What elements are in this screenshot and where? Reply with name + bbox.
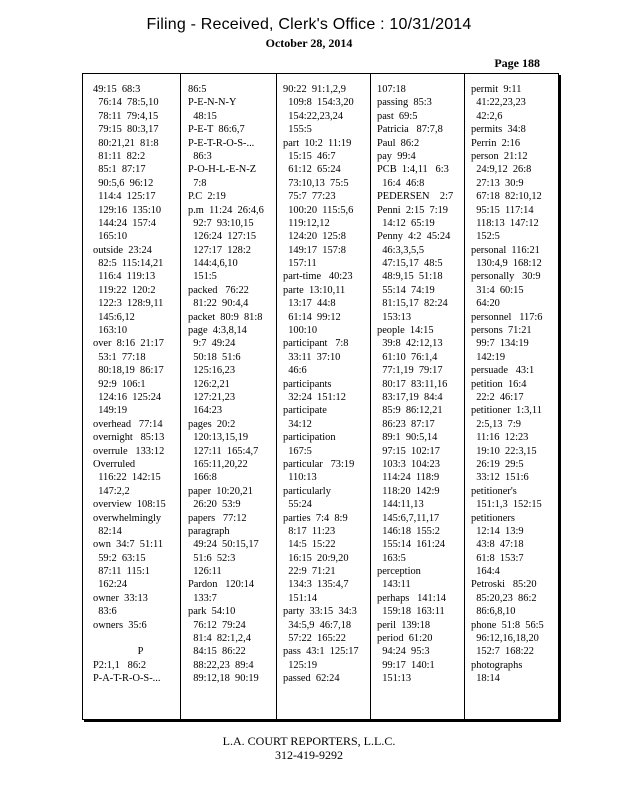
index-entry: 154:22,23,24 (283, 110, 344, 122)
index-entry: 153:13 (377, 311, 412, 323)
index-entry: overhead 77:14 (93, 418, 163, 430)
index-entry: parte 13:10,11 (283, 284, 346, 296)
index-entry: 116:4 119:13 (93, 271, 156, 283)
index-entry: participant 7:8 (283, 338, 349, 350)
index-entry: 55:14 74:19 (377, 284, 435, 296)
index-frame (82, 73, 559, 720)
index-entry: 159:18 163:11 (377, 606, 445, 618)
index-entry: 8:17 11:23 (283, 525, 336, 537)
index-entry: packet 80:9 81:8 (188, 311, 263, 323)
index-entry: 78:11 79:4,15 (93, 110, 159, 122)
index-entry: permits 34:8 (471, 124, 526, 136)
index-entry: 100:20 115:5,6 (283, 204, 354, 216)
index-entry: 14:5 15:22 (283, 539, 336, 551)
index-entry: 126:2,21 (188, 378, 230, 390)
index-entry: 152:5 (471, 231, 500, 243)
index-entry: 144:4,6,10 (188, 258, 238, 270)
index-entry: 120:13,15,19 (188, 432, 249, 444)
index-entry: owners 35:6 (93, 619, 147, 631)
index-entry: phone 51:8 56:5 (471, 619, 544, 631)
index-entry: 19:10 22:3,15 (471, 445, 537, 457)
index-entry: 31:4 60:15 (471, 284, 524, 296)
index-entry: petitioner's (471, 485, 517, 497)
index-entry: 34:5,9 46:7,18 (283, 619, 352, 631)
index-entry: perception (377, 566, 421, 578)
index-entry: personal 116:21 (471, 244, 540, 256)
index-entry: 130:4,9 168:12 (471, 258, 542, 270)
index-entry: 84:15 86:22 (188, 646, 246, 658)
index-entry: 77:1,19 79:17 (377, 365, 443, 377)
index-entry: 94:24 95:3 (377, 646, 430, 658)
index-entry: 151:5 (188, 271, 217, 283)
index-entry: 81:22 90:4,4 (188, 298, 249, 310)
index-entry: pass 43:1 125:17 (283, 646, 359, 658)
index-entry: 85:20,23 86:2 (471, 592, 537, 604)
index-entry: 163:5 (377, 552, 406, 564)
index-entry: 92:7 93:10,15 (188, 217, 254, 229)
index-entry: owner 33:13 (93, 592, 148, 604)
index-entry: particularly (283, 485, 331, 497)
index-entry: own 34:7 51:11 (93, 539, 164, 551)
column-divider (276, 74, 277, 719)
index-entry: 46:3,3,5,5 (377, 244, 425, 256)
index-entry: 145:6,7,11,17 (377, 512, 440, 524)
index-entry: 83:6 (93, 606, 117, 618)
index-entry: 46:6 (283, 365, 307, 377)
index-column-3 (283, 83, 378, 719)
index-entry: participate (283, 405, 327, 417)
index-entry: Overruled (93, 458, 136, 470)
index-entry: pay 99:4 (377, 150, 416, 162)
index-entry: 79:15 80:3,17 (93, 124, 159, 136)
reporter-phone: 312-419-9292 (275, 748, 343, 762)
index-entry: 51:6 52:3 (188, 552, 236, 564)
index-entry: 48:15 (188, 110, 217, 122)
index-entry: 118:13 147:12 (471, 217, 539, 229)
index-entry: 97:15 102:17 (377, 445, 440, 457)
index-entry: Patricia 87:7,8 (377, 124, 443, 136)
filing-stamp: Filing - Received, Clerk's Office : 10/31/2014 (146, 16, 472, 33)
index-entry: 33:12 151:6 (471, 472, 529, 484)
index-entry: Petroski 85:20 (471, 579, 537, 591)
index-entry: 164:23 (188, 405, 223, 417)
index-entry: 143:11 (377, 579, 411, 591)
reporter-name: L.A. COURT REPORTERS, L.L.C. (222, 734, 396, 748)
index-entry: P-E-T 86:6,7 (188, 124, 245, 136)
page-number: Page 188 (494, 56, 540, 70)
index-entry: 82:14 (93, 525, 122, 537)
index-entry: 41:22,23,23 (471, 97, 526, 109)
index-entry: overview 108:15 (93, 499, 166, 511)
index-entry: 81:15,17 82:24 (377, 298, 448, 310)
index-entry: 22:9 71:21 (283, 566, 336, 578)
index-entry: 81:11 82:2 (93, 150, 146, 162)
index-entry: 118:20 142:9 (377, 485, 440, 497)
index-entry: paper 10:20,21 (188, 485, 253, 497)
index-entry: parties 7:4 8:9 (283, 512, 348, 524)
index-entry: PEDERSEN 2:7 (377, 191, 454, 203)
index-entry: part-time 40:23 (283, 271, 353, 283)
index-entry: peril 139:18 (377, 619, 431, 631)
index-entry: outside 23:24 (93, 244, 152, 256)
index-entry: 26:20 53:9 (188, 499, 241, 511)
index-entry: 27:13 30:9 (471, 177, 524, 189)
index-entry: personally 30:9 (471, 271, 541, 283)
index-entry: 99:7 134:19 (471, 338, 529, 350)
index-entry: 43:8 47:18 (471, 539, 524, 551)
index-entry: PCB 1:4,11 6:3 (377, 164, 449, 176)
index-entry: 89:12,18 90:19 (188, 673, 259, 685)
index-entry: 53:1 77:18 (93, 351, 146, 363)
index-entry: papers 77:12 (188, 512, 247, 524)
index-entry: particular 73:19 (283, 458, 355, 470)
index-entry: paragraph (188, 525, 230, 537)
index-entry: 163:10 (93, 325, 128, 337)
index-entry: 144:24 157:4 (93, 217, 156, 229)
index-entry: petitioners (471, 512, 515, 524)
index-entry: 149:19 (93, 405, 128, 417)
index-entry: persons 71:21 (471, 325, 532, 337)
index-entry: 119:22 120:2 (93, 284, 156, 296)
index-entry: p.m 11:24 26:4,6 (188, 204, 264, 216)
index-entry: 142:19 (471, 351, 506, 363)
index-entry: 151:1,3 152:15 (471, 499, 542, 511)
index-entry: 127:11 165:4,7 (188, 445, 259, 457)
index-entry: 24:9,12 26:8 (471, 164, 532, 176)
index-entry: packed 76:22 (188, 284, 249, 296)
index-entry: 64:20 (471, 298, 500, 310)
index-entry: 76:12 79:24 (188, 619, 246, 631)
index-entry: 13:17 44:8 (283, 298, 336, 310)
index-entry: perhaps 141:14 (377, 592, 446, 604)
index-entry: Perrin 2:16 (471, 137, 521, 149)
index-entry: 164:4 (471, 566, 500, 578)
transcript-date: October 28, 2014 (265, 36, 353, 50)
index-entry: 81:4 82:1,2,4 (188, 633, 251, 645)
index-entry: 109:8 154:3,20 (283, 97, 354, 109)
index-entry: personnel 117:6 (471, 311, 543, 323)
index-column-2 (188, 83, 283, 719)
index-entry: 73:10,13 75:5 (283, 177, 349, 189)
index-entry: 85:1 87:17 (93, 164, 146, 176)
index-entry: 11:16 12:23 (471, 432, 529, 444)
index-entry: permit 9:11 (471, 84, 522, 95)
index-entry: 80:17 83:11,16 (377, 378, 448, 390)
column-divider (180, 74, 181, 719)
index-entry: 57:22 165:22 (283, 633, 346, 645)
index-entry: 61:8 153:7 (471, 552, 524, 564)
index-entry: 129:16 135:10 (93, 204, 162, 216)
index-entry: 119:12,12 (283, 217, 330, 229)
index-entry: 95:15 117:14 (471, 204, 534, 216)
index-entry: 48:9,15 51:18 (377, 271, 443, 283)
index-entry: people 14:15 (377, 325, 434, 337)
index-entry: period 61:20 (377, 633, 433, 645)
index-entry: 39:8 42:12,13 (377, 338, 443, 350)
index-entry: 50:18 51:6 (188, 351, 241, 363)
index-entry: 126:11 (188, 566, 222, 578)
index-entry: P-E-T-R-O-S-... (188, 137, 255, 149)
index-entry: Paul 86:2 (377, 137, 420, 149)
index-entry: 76:14 78:5,10 (93, 97, 159, 109)
index-entry: persuade 43:1 (471, 365, 535, 377)
index-entry: page 4:3,8,14 (188, 325, 247, 337)
index-entry: party 33:15 34:3 (283, 606, 357, 618)
index-entry: 127:17 128:2 (188, 244, 251, 256)
index-entry: petition 16:4 (471, 378, 527, 390)
index-entry: participation (283, 432, 336, 444)
index-column-4 (377, 83, 472, 719)
index-entry (93, 632, 188, 645)
index-entry: 134:3 135:4,7 (283, 579, 349, 591)
index-entry: 34:12 (283, 418, 312, 430)
index-entry: 100:10 (283, 325, 318, 337)
index-entry: over 8:16 21:17 (93, 338, 164, 350)
filing-header (0, 16, 618, 51)
index-entry: 33:11 37:10 (283, 351, 341, 363)
index-entry: overwhelmingly (93, 512, 162, 524)
index-entry: 86:6,8,10 (471, 606, 516, 618)
index-entry: park 54:10 (188, 606, 236, 618)
index-entry: 92:9 106:1 (93, 378, 146, 390)
index-entry: 149:17 157:8 (283, 244, 346, 256)
index-entry: 114:4 125:17 (93, 191, 156, 203)
index-entry: 157:11 (283, 258, 317, 270)
index-entry: Penny 4:2 45:24 (377, 231, 451, 243)
index-entry: pages 20:2 (188, 418, 236, 430)
index-entry: 16:15 20:9,20 (283, 552, 349, 564)
index-entry: 103:3 104:23 (377, 458, 440, 470)
index-entry: 26:19 29:5 (471, 458, 524, 470)
index-entry: 87:11 115:1 (93, 566, 150, 578)
index-entry: participants (283, 378, 332, 390)
index-entry: 147:2,2 (93, 485, 130, 497)
index-entry: petitioner 1:3,11 (471, 405, 542, 417)
index-entry: 61:14 99:12 (283, 311, 341, 323)
index-entry: 14:12 65:19 (377, 217, 435, 229)
index-entry: 12:14 13:9 (471, 525, 524, 537)
index-entry: part 10:2 11:19 (283, 137, 352, 149)
index-entry: 96:12,16,18,20 (471, 633, 539, 645)
index-entry: 61:12 65:24 (283, 164, 341, 176)
index-entry: 122:3 128:9,11 (93, 298, 164, 310)
index-entry: 127:21,23 (188, 391, 236, 403)
index-entry: 166:8 (188, 472, 217, 484)
index-entry: P-E-N-N-Y (188, 97, 237, 109)
index-entry: 125:19 (283, 659, 318, 671)
column-divider (370, 74, 371, 719)
index-entry: 144:11,13 (377, 499, 424, 511)
index-entry: 116:22 142:15 (93, 472, 161, 484)
index-entry: 80:21,21 81:8 (93, 137, 159, 149)
index-entry: 107:18 (377, 84, 406, 95)
index-entry: 110:13 (283, 472, 317, 484)
index-entry: 89:1 90:5,14 (377, 432, 438, 444)
index-entry: 99:17 140:1 (377, 659, 435, 671)
index-entry: 61:10 76:1,4 (377, 351, 438, 363)
index-entry: 155:5 (283, 124, 312, 136)
index-entry: 155:14 161:24 (377, 539, 446, 551)
index-entry: 85:9 86:12,21 (377, 405, 443, 417)
index-entry: 165:10 (93, 231, 128, 243)
index-entry: 80:18,19 86:17 (93, 365, 164, 377)
index-column-5 (471, 83, 566, 719)
index-entry: 86:23 87:17 (377, 418, 435, 430)
index-entry: 162:24 (93, 579, 128, 591)
index-entry: 55:24 (283, 499, 312, 511)
index-entry: 2:5,13 7:9 (471, 418, 521, 430)
index-entry: P.C 2:19 (188, 191, 226, 203)
index-entry: 145:6,12 (93, 311, 135, 323)
index-entry: 165:11,20,22 (188, 458, 248, 470)
index-entry: 49:15 68:3 (93, 84, 141, 95)
index-entry: 86:5 (188, 84, 207, 95)
index-entry: 167:5 (283, 445, 312, 457)
index-entry: 90:5,6 96:12 (93, 177, 154, 189)
index-entry: 125:16,23 (188, 365, 236, 377)
index-entry: P-A-T-R-O-S-... (93, 673, 161, 685)
index-entry: 18:14 (471, 673, 500, 685)
index-entry: 15:15 46:7 (283, 150, 336, 162)
index-entry: 59:2 63:15 (93, 552, 146, 564)
index-entry: 124:16 125:24 (93, 391, 162, 403)
index-entry: 126:24 127:15 (188, 231, 257, 243)
index-entry: 49:24 50:15,17 (188, 539, 259, 551)
index-entry: 7:8 (188, 177, 207, 189)
index-entry: 146:18 155:2 (377, 525, 440, 537)
index-entry: 22:2 46:17 (471, 391, 524, 403)
index-entry: 47:15,17 48:5 (377, 258, 443, 270)
column-divider (464, 74, 465, 719)
index-entry: 151:14 (283, 592, 318, 604)
index-entry: 88:22,23 89:4 (188, 659, 254, 671)
index-entry: 90:22 91:1,2,9 (283, 84, 346, 95)
index-entry: P2:1,1 86:2 (93, 659, 147, 671)
index-entry: 32:24 151:12 (283, 391, 346, 403)
index-entry: P (137, 646, 144, 658)
index-entry: 124:20 125:8 (283, 231, 346, 243)
index-entry: 9:7 49:24 (188, 338, 236, 350)
index-entry: 151:13 (377, 673, 412, 685)
index-entry: 75:7 77:23 (283, 191, 336, 203)
court-reporter-footer (0, 734, 618, 762)
index-column-1 (93, 83, 188, 719)
index-entry: 86:3 (188, 150, 212, 162)
index-entry: passing 85:3 (377, 97, 432, 109)
index-entry: 42:2,6 (471, 110, 503, 122)
index-entry: passed 62:24 (283, 673, 340, 685)
index-entry: overnight 85:13 (93, 432, 165, 444)
index-entry: overrule 133:12 (93, 445, 165, 457)
index-entry: past 69:5 (377, 110, 418, 122)
index-entry: photographs (471, 659, 523, 671)
index-entry: 114:24 118:9 (377, 472, 440, 484)
index-entry: 133:7 (188, 592, 217, 604)
index-entry: 83:17,19 84:4 (377, 391, 443, 403)
index-entry: person 21:12 (471, 150, 528, 162)
index-entry: 16:4 46:8 (377, 177, 425, 189)
index-entry: Pardon 120:14 (188, 579, 255, 591)
index-entry: 82:5 115:14,21 (93, 258, 164, 270)
index-entry: P-O-H-L-E-N-Z (188, 164, 257, 176)
index-entry: Penni 2:15 7:19 (377, 204, 449, 216)
index-entry: 67:18 82:10,12 (471, 191, 542, 203)
index-entry: 152:7 168:22 (471, 646, 534, 658)
